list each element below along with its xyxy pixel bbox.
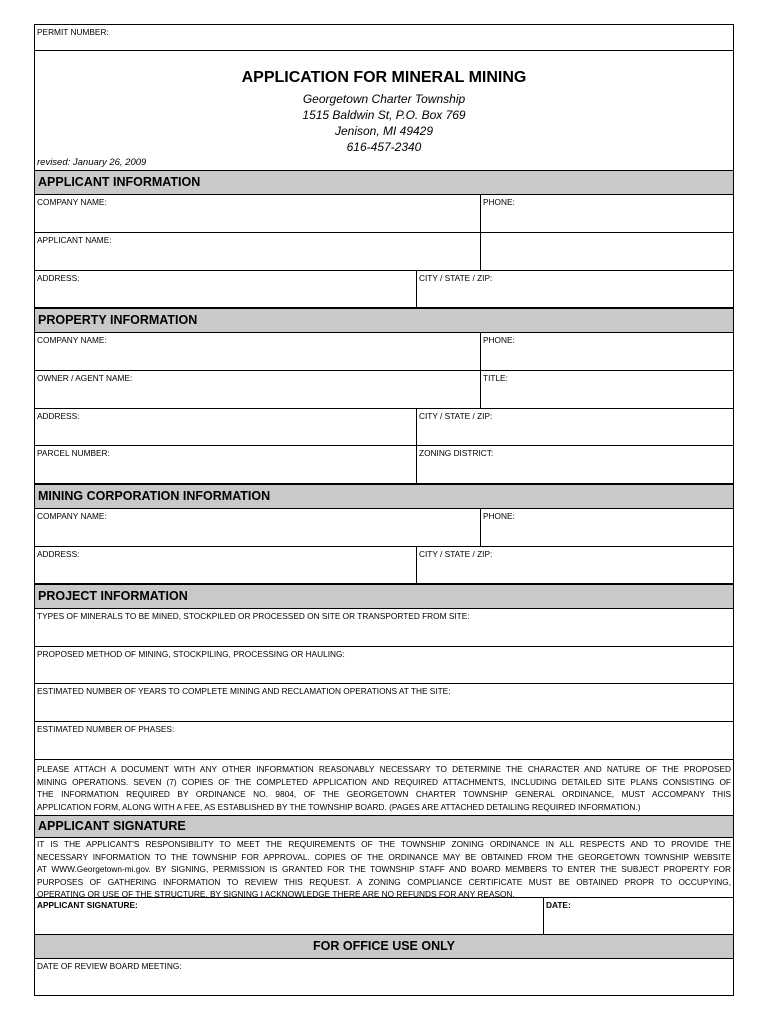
zoning-district-field[interactable] bbox=[416, 446, 494, 483]
mining-phone-field[interactable] bbox=[480, 509, 515, 546]
section-office-use: FOR OFFICE USE ONLY bbox=[35, 935, 733, 959]
form-title: APPLICATION FOR MINERAL MINING bbox=[241, 69, 527, 86]
applicant-company-label: COMPANY NAME: bbox=[37, 197, 107, 207]
signature-statement bbox=[35, 838, 733, 898]
section-applicant-signature: APPLICANT SIGNATURE bbox=[35, 816, 733, 838]
permit-number-field[interactable] bbox=[35, 25, 733, 51]
township-city: Jenison, MI 49429 bbox=[334, 124, 434, 138]
statement-line: NECESSARY INFORMATION TO THE TOWNSHIP FOR APPROVAL. COPIES OF THE ORDINANCE MAY BE OBTAINED FROM THE GEORGETOWN TOWNSHIP WEBSITE bbox=[37, 851, 731, 862]
mining-address-row bbox=[35, 547, 733, 584]
applicant-address-row bbox=[35, 271, 733, 308]
attachment-line: THE INFORMATION REQUIRED BY ORDINANCE NO. 9804, OF THE GEORGETOWN CHARTER TOWNSHIP GENERAL ORDINANCE, MUST ACCOMPANY THIS bbox=[37, 789, 731, 800]
section-applicant-information: APPLICANT INFORMATION bbox=[35, 170, 733, 195]
owner-title-label: TITLE: bbox=[483, 373, 508, 383]
section-project-information: PROJECT INFORMATION bbox=[35, 584, 733, 609]
property-city-label: CITY / STATE / ZIP: bbox=[419, 411, 493, 421]
applicant-company-row bbox=[35, 195, 733, 233]
mining-company-label: COMPANY NAME: bbox=[37, 511, 107, 521]
minerals-label: TYPES OF MINERALS TO BE MINED, STOCKPILED OR PROCESSED ON SITE OR TRANSPORTED FROM SITE: bbox=[37, 611, 470, 621]
township-phone: 616-457-2340 bbox=[346, 140, 422, 154]
permit-number-label: PERMIT NUMBER: bbox=[37, 27, 109, 37]
mining-company-row bbox=[35, 509, 733, 547]
application-form bbox=[34, 24, 734, 996]
statement-line: OPERATING OR USE OF THE STRUCTURE. BY SIGNING I ACKNOWLEDGE THERE ARE NO REFUNDS FOR ANY REASON. bbox=[37, 889, 515, 900]
applicant-name-row[interactable] bbox=[35, 233, 733, 271]
review-date-label: DATE OF REVIEW BOARD MEETING: bbox=[37, 961, 182, 971]
property-city-field[interactable] bbox=[416, 409, 493, 445]
applicant-name-divider bbox=[480, 233, 481, 270]
attachment-line: PLEASE ATTACH A DOCUMENT WITH ANY OTHER INFORMATION REASONABLY NECESSARY TO DETERMINE THE CHARACTER AND NATURE OF THE PROPOSED bbox=[37, 764, 731, 774]
signature-date-label: DATE: bbox=[546, 900, 571, 910]
property-address-label: ADDRESS: bbox=[37, 411, 80, 421]
property-company-row bbox=[35, 333, 733, 371]
property-phone-field[interactable] bbox=[480, 333, 515, 370]
applicant-name-label: APPLICANT NAME: bbox=[37, 235, 112, 245]
applicant-address-label: ADDRESS: bbox=[37, 273, 80, 283]
years-label: ESTIMATED NUMBER OF YEARS TO COMPLETE MINING AND RECLAMATION OPERATIONS AT THE SITE: bbox=[37, 686, 451, 696]
applicant-phone-field[interactable] bbox=[480, 195, 515, 232]
attachment-line: APPLICATION FORM, ALONG WITH A FEE, AS ESTABLISHED BY THE TOWNSHIP BOARD. (PAGES ARE ATTACHED DETAILING REQUIRED INFORMATION.) bbox=[37, 801, 641, 812]
signature-field[interactable] bbox=[35, 897, 733, 935]
section-mining-corporation: MINING CORPORATION INFORMATION bbox=[35, 484, 733, 509]
mining-city-field[interactable] bbox=[416, 547, 493, 583]
statement-line: IT IS THE APPLICANT'S RESPONSIBILITY TO MEET THE REQUIREMENTS OF THE TOWNSHIP ZONING ORDINANCE IN ALL RESPECTS AND TO PROVIDE THE bbox=[37, 839, 731, 849]
mining-phone-label: PHONE: bbox=[483, 511, 515, 521]
township-name: Georgetown Charter Township bbox=[302, 92, 466, 106]
signature-date-field[interactable] bbox=[543, 898, 571, 934]
township-street: 1515 Baldwin St, P.O. Box 769 bbox=[302, 108, 466, 122]
revised-date: revised: January 26, 2009 bbox=[37, 157, 147, 168]
mining-city-label: CITY / STATE / ZIP: bbox=[419, 549, 493, 559]
parcel-number-label: PARCEL NUMBER: bbox=[37, 448, 110, 458]
method-field[interactable] bbox=[35, 647, 733, 684]
attachment-line: MINING OPERATIONS. SEVEN (7) COPIES OF THE COMPLETED APPLICATION AND REQUIRED ATTACHMENTS, INCLUDING DETAILED SITE PLANS CONSISTING OF bbox=[37, 776, 731, 787]
parcel-row bbox=[35, 446, 733, 484]
statement-line: AT WWW.Georgetown-mi.gov. BY SIGNING, PERMISSION IS GRANTED FOR THE TOWNSHIP STAFF AND BOARD MEMBERS TO ENTER THE SUBJECT PROPERTY FOR bbox=[37, 864, 731, 875]
owner-agent-label: OWNER / AGENT NAME: bbox=[37, 373, 133, 383]
zoning-district-label: ZONING DISTRICT: bbox=[419, 448, 494, 458]
applicant-city-field[interactable] bbox=[416, 271, 493, 307]
phases-label: ESTIMATED NUMBER OF PHASES: bbox=[37, 724, 175, 734]
property-phone-label: PHONE: bbox=[483, 335, 515, 345]
attachment-instructions bbox=[35, 760, 733, 816]
owner-title-field[interactable] bbox=[480, 371, 508, 408]
mining-address-label: ADDRESS: bbox=[37, 549, 80, 559]
minerals-field[interactable] bbox=[35, 609, 733, 647]
property-company-label: COMPANY NAME: bbox=[37, 335, 107, 345]
applicant-phone-label: PHONE: bbox=[483, 197, 515, 207]
review-date-field[interactable] bbox=[35, 959, 733, 995]
owner-agent-row bbox=[35, 371, 733, 409]
method-label: PROPOSED METHOD OF MINING, STOCKPILING, PROCESSING OR HAULING: bbox=[37, 649, 345, 659]
signature-label: APPLICANT SIGNATURE: bbox=[37, 900, 138, 910]
applicant-city-label: CITY / STATE / ZIP: bbox=[419, 273, 493, 283]
section-property-information: PROPERTY INFORMATION bbox=[35, 308, 733, 333]
statement-line: PURPOSES OF GATHERING INFORMATION TO REVIEW THIS REQUEST. A ZONING COMPLIANCE CERTIFICATE MUST BE OBTAINED PROPR TO OCCUPYING, bbox=[37, 876, 731, 887]
property-address-row bbox=[35, 409, 733, 446]
years-field[interactable] bbox=[35, 684, 733, 722]
phases-field[interactable] bbox=[35, 722, 733, 760]
